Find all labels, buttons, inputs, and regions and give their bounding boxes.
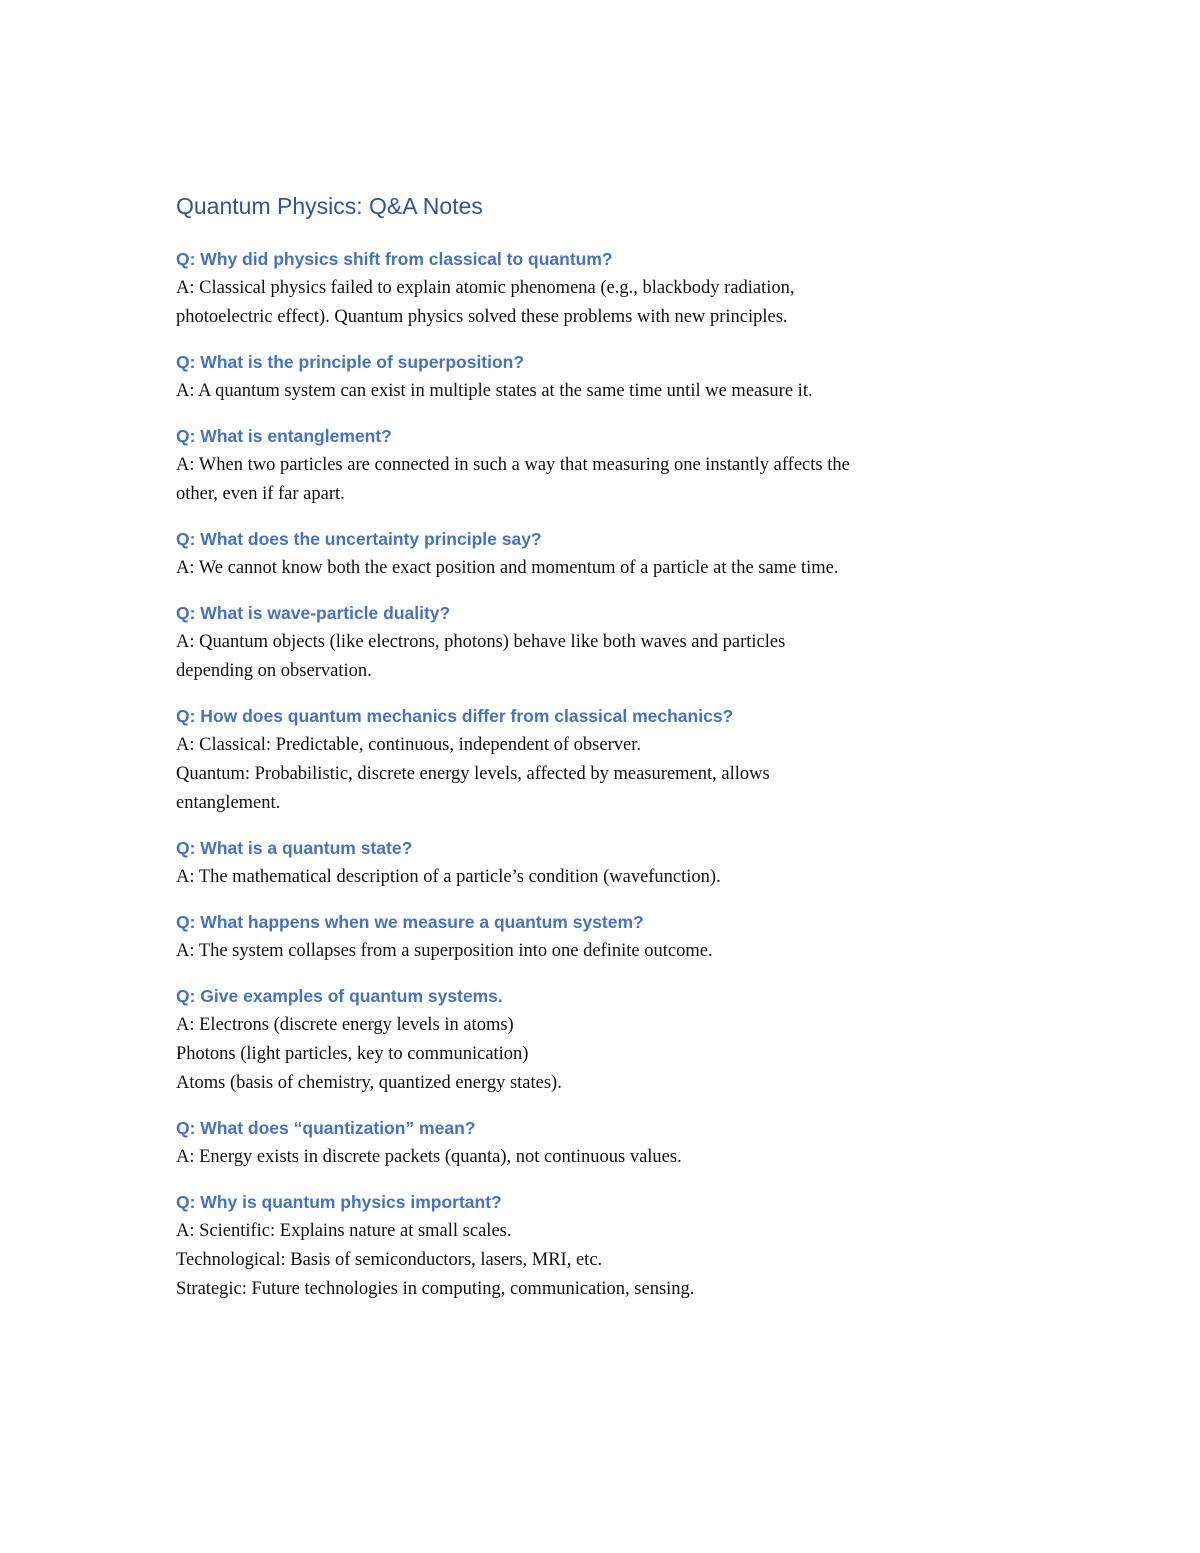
answer-line: A: Scientific: Explains nature at small scales. — [176, 1221, 512, 1241]
answer-line: photoelectric effect). Quantum physics solved these problems with new principles. — [176, 307, 788, 327]
qa-list — [176, 246, 1036, 1304]
question-heading: Q: What does the uncertainty principle say? — [176, 529, 542, 549]
qa-item — [176, 349, 1036, 406]
answer-line: A: Electrons (discrete energy levels in atoms) — [176, 1015, 514, 1035]
answer-line: Strategic: Future technologies in computing, communication, sensing. — [176, 1279, 695, 1299]
answer-line: A: Energy exists in discrete packets (quanta), not continuous values. — [176, 1147, 682, 1167]
qa-item — [176, 1115, 1036, 1172]
answer-line: A: A quantum system can exist in multiple states at the same time until we measure it. — [176, 381, 813, 401]
qa-item — [176, 703, 1036, 818]
question-heading: Q: What is entanglement? — [176, 426, 392, 446]
answer-line: entanglement. — [176, 793, 281, 813]
qa-item — [176, 526, 1036, 583]
answer-line: other, even if far apart. — [176, 484, 345, 504]
answer-line: A: We cannot know both the exact position and momentum of a particle at the same time. — [176, 558, 839, 578]
answer-line: A: Classical: Predictable, continuous, independent of observer. — [176, 735, 641, 755]
document-page — [176, 190, 1036, 1321]
question-heading: Q: Why did physics shift from classical to quantum? — [176, 249, 613, 269]
qa-item — [176, 423, 1036, 509]
answer-line: A: Classical physics failed to explain atomic phenomena (e.g., blackbody radiation, — [176, 278, 795, 298]
answer-line: Technological: Basis of semiconductors, lasers, MRI, etc. — [176, 1250, 603, 1270]
question-heading: Q: How does quantum mechanics differ from classical mechanics? — [176, 706, 734, 726]
answer-line: Quantum: Probabilistic, discrete energy levels, affected by measurement, allows — [176, 764, 770, 784]
answer-line: A: When two particles are connected in such a way that measuring one instantly affects the — [176, 455, 850, 475]
question-heading: Q: What is wave-particle duality? — [176, 603, 451, 623]
answer-line: depending on observation. — [176, 661, 372, 681]
question-heading: Q: Give examples of quantum systems. — [176, 986, 503, 1006]
answer-line: A: The mathematical description of a particle’s condition (wavefunction). — [176, 867, 721, 887]
question-heading: Q: What does “quantization” mean? — [176, 1118, 476, 1138]
answer-line: A: Quantum objects (like electrons, photons) behave like both waves and particles — [176, 632, 786, 652]
answer-line: Atoms (basis of chemistry, quantized energy states). — [176, 1073, 562, 1093]
qa-item — [176, 835, 1036, 892]
qa-item — [176, 246, 1036, 332]
question-heading: Q: What happens when we measure a quantum system? — [176, 912, 644, 932]
question-heading: Q: What is a quantum state? — [176, 838, 413, 858]
question-heading: Q: What is the principle of superposition? — [176, 352, 525, 372]
question-heading: Q: Why is quantum physics important? — [176, 1192, 502, 1212]
document-title: Quantum Physics: Q&A Notes — [176, 193, 483, 219]
answer-line: A: The system collapses from a superposition into one definite outcome. — [176, 941, 713, 961]
qa-item — [176, 983, 1036, 1098]
qa-item — [176, 600, 1036, 686]
qa-item — [176, 1189, 1036, 1304]
answer-line: Photons (light particles, key to communication) — [176, 1044, 529, 1064]
qa-item — [176, 909, 1036, 966]
